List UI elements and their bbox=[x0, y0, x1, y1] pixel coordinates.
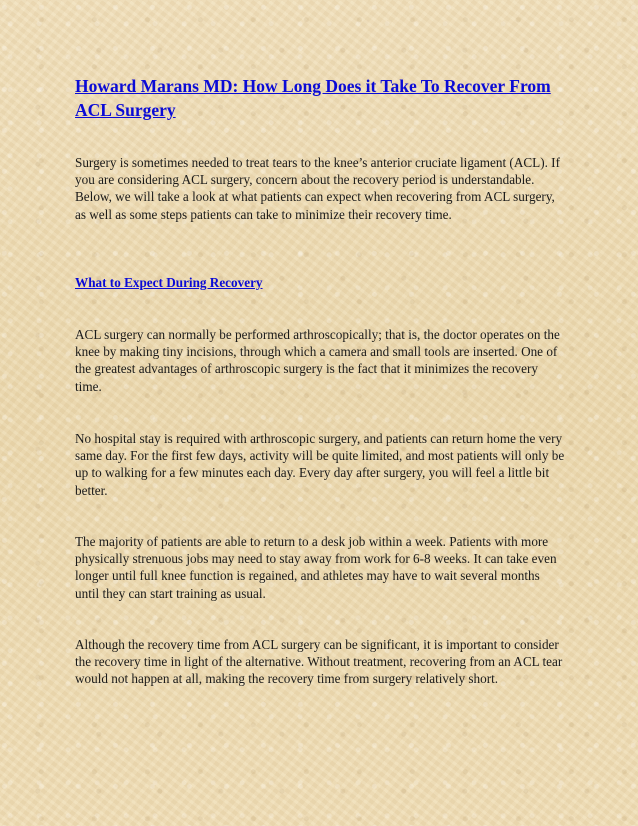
document-page bbox=[75, 74, 565, 687]
paragraph-hospital-stay: No hospital stay is required with arthroscopic surgery, and patients can return home the very same day. For the first few days, activity will be quite limited, and most patients will only be up to walking for a few minutes each day. Every day after surgery, you will feel a little bit better. bbox=[75, 431, 565, 498]
paragraph-recovery-perspective: Although the recovery time from ACL surgery can be significant, it is important to consider the recovery time in light of the alternative. Without treatment, recovering from an ACL tear would not happen at all, making the recovery time from surgery relatively short. bbox=[75, 637, 563, 687]
section-heading-link[interactable]: What to Expect During Recovery bbox=[75, 275, 263, 290]
intro-paragraph: Surgery is sometimes needed to treat tears to the knee’s anterior cruciate ligament (ACL). If you are considering ACL surgery, concern about the recovery period is understandable. Below, we will take a look at what patients can expect when recovering from ACL surgery, as well as some steps patients can take to minimize their recovery time. bbox=[75, 155, 560, 222]
paragraph-arthroscopic: ACL surgery can normally be performed arthroscopically; that is, the doctor operates on the knee by making tiny incisions, through which a camera and small tools are inserted. One of the greatest advantages of arthroscopic surgery is the fact that it minimizes the recovery time. bbox=[75, 327, 560, 394]
article-title-link[interactable]: Howard Marans MD: How Long Does it Take To Recover From ACL Surgery bbox=[75, 76, 551, 120]
paragraph-return-to-work: The majority of patients are able to return to a desk job within a week. Patients with more physically strenuous jobs may need to stay away from work for 6-8 weeks. It can take even longer until full knee function is regained, and athletes may have to wait several months until they can start training as usual. bbox=[75, 534, 557, 601]
